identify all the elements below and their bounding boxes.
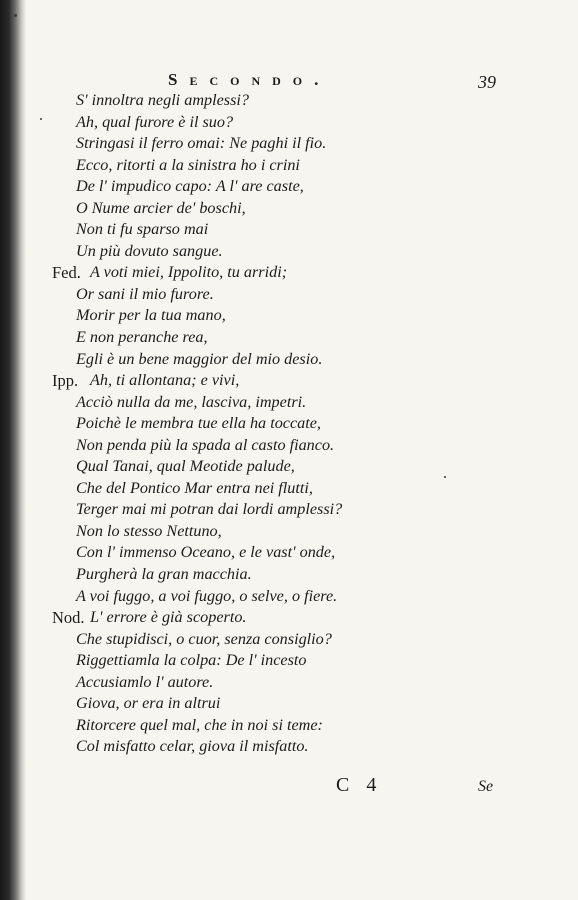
verse-text: S' innoltra negli amplessi? xyxy=(76,91,249,109)
ink-fleck xyxy=(40,118,42,120)
verse-text: Che stupidisci, o cuor, senza consiglio? xyxy=(76,629,332,648)
verse-text: Terger mai mi potran dai lordi amplessi? xyxy=(76,500,343,519)
verse-line xyxy=(52,629,562,651)
verse-text: Che del Pontico Mar entra nei flutti, xyxy=(76,478,313,497)
verse-line xyxy=(52,176,562,198)
book-binding-shadow xyxy=(0,0,26,900)
verse-line xyxy=(52,262,562,284)
verse-line xyxy=(52,284,562,306)
verse-line xyxy=(52,499,562,521)
verse-line xyxy=(52,413,562,435)
verse-text: Stringasi il ferro omai: Ne paghi il fio. xyxy=(76,134,327,153)
verse-line xyxy=(52,435,562,457)
verse-line xyxy=(52,693,562,715)
verse-text: L' errore è già scoperto. xyxy=(90,608,247,627)
ink-fleck xyxy=(14,14,17,17)
verse-line xyxy=(52,305,562,327)
verse-line xyxy=(52,155,562,177)
verse-line xyxy=(52,90,562,112)
verse-text: A voti miei, Ippolito, tu arridi; xyxy=(90,263,288,282)
verse-text: Un più dovuto sangue. xyxy=(76,241,223,260)
verse-line xyxy=(52,672,562,694)
speaker-label: Nod. xyxy=(52,608,85,628)
speaker-label: Fed. xyxy=(52,263,81,283)
verse-text: Ah, qual furore è il suo? xyxy=(76,112,234,131)
verse-text: Non ti fu sparso mai xyxy=(76,220,209,239)
verse-text: Con l' immenso Oceano, e le vast' onde, xyxy=(76,543,336,562)
verse-text: Accusiamlo l' autore. xyxy=(76,672,214,691)
verse-line xyxy=(52,133,562,155)
verse-text: Ritorcere quel mal, che in noi si teme: xyxy=(76,715,323,734)
running-title: Secondo. xyxy=(168,70,331,89)
verse-text: O Nume arcier de' boschi, xyxy=(76,198,246,217)
verse-line xyxy=(52,715,562,737)
verse-line xyxy=(52,521,562,543)
signature-mark: C 4 xyxy=(336,774,383,796)
verse-line xyxy=(52,564,562,586)
verse-text: Ecco, ritorti a la sinistra ho i crini xyxy=(76,155,300,174)
verse-line xyxy=(52,456,562,478)
verse-text: De l' impudico capo: A l' are caste, xyxy=(76,177,304,196)
verse-line xyxy=(52,112,562,134)
verse-line xyxy=(52,327,562,349)
verse-text: Poichè le membra tue ella ha toccate, xyxy=(76,414,321,433)
verse-text-block xyxy=(52,90,562,758)
verse-text: Qual Tanai, qual Meotide palude, xyxy=(76,457,295,476)
verse-text: Non lo stesso Nettuno, xyxy=(76,521,222,540)
verse-text: Giova, or era in altrui xyxy=(76,694,221,713)
verse-line xyxy=(52,392,562,414)
verse-line xyxy=(52,736,562,758)
verse-text: A voi fuggo, a voi fuggo, o selve, o fiere. xyxy=(76,586,338,605)
verse-text: Or sani il mio furore. xyxy=(76,284,214,303)
verse-line xyxy=(52,370,562,392)
page-number: 39 xyxy=(478,72,496,92)
verse-line xyxy=(52,241,562,263)
verse-text: Egli è un bene maggior del mio desio. xyxy=(76,349,323,368)
verse-text: E non peranche rea, xyxy=(76,328,208,347)
verse-line xyxy=(52,586,562,608)
verse-text: Purgherà la gran macchia. xyxy=(76,565,252,584)
verse-line xyxy=(52,219,562,241)
verse-text: Morir per la tua mano, xyxy=(76,306,226,325)
verse-text: Col misfatto celar, giova il misfatto. xyxy=(76,737,309,756)
verse-text: Ah, ti allontana; e vivi, xyxy=(90,371,240,390)
verse-line xyxy=(52,198,562,220)
verse-line xyxy=(52,607,562,629)
verse-line xyxy=(52,650,562,672)
speaker-label: Ipp. xyxy=(52,371,79,391)
verse-line xyxy=(52,542,562,564)
verse-line xyxy=(52,478,562,500)
verse-line xyxy=(52,349,562,371)
catchword: Se xyxy=(478,778,494,795)
verse-text: Non penda più la spada al casto fianco. xyxy=(76,435,335,454)
verse-text: Acciò nulla da me, lasciva, impetri. xyxy=(76,392,307,411)
verse-text: Riggettiamla la colpa: De l' incesto xyxy=(76,651,307,670)
